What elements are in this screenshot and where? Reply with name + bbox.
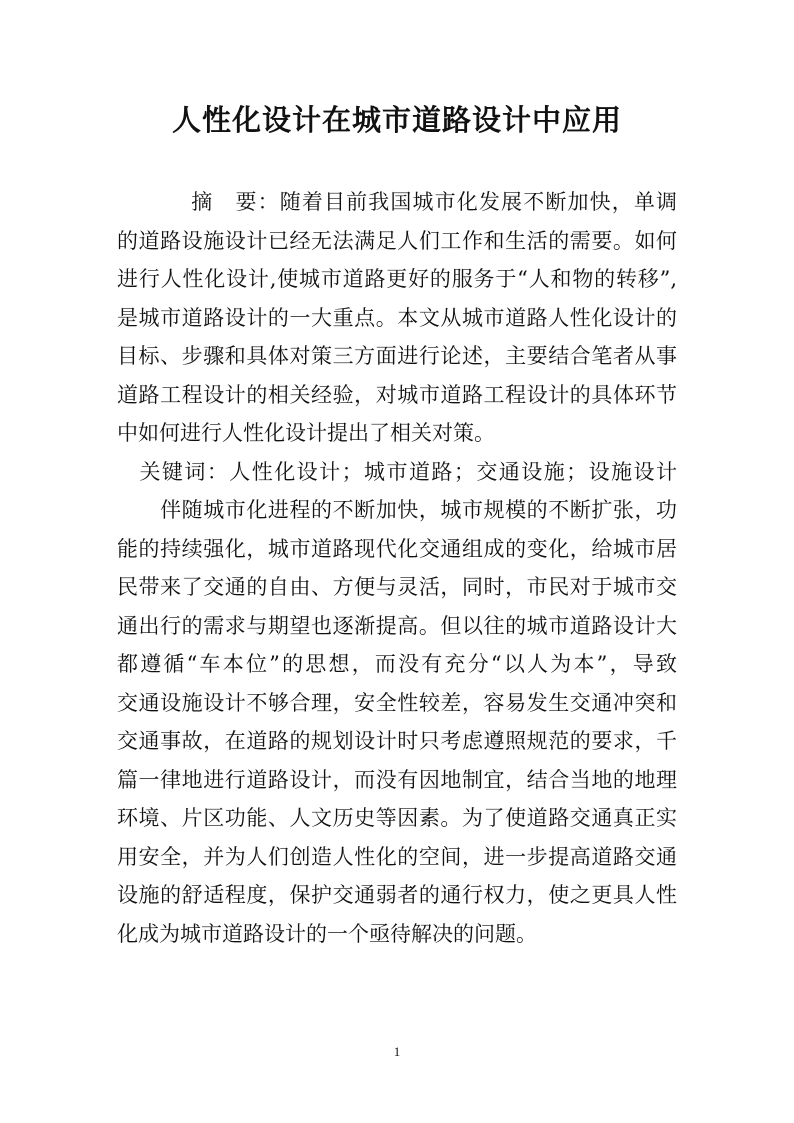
body-line-8: 篇一律地进行道路设计，而没有因地制宜，结合当地的地理 xyxy=(117,767,677,792)
body-line-5: 都遵循“车本位”的思想，而没有充分“以人为本”，导致 xyxy=(117,652,677,676)
abstract-line-4: 是城市道路设计的一大重点。本文从城市道路人性化设计的 xyxy=(117,305,677,330)
body-line-4: 通出行的需求与期望也逐渐提高。但以往的城市道路设计大 xyxy=(117,613,677,638)
abstract-line-3: 进行人性化设计,使城市道路更好的服务于“人和物的转移”, xyxy=(117,267,677,291)
body-line-1: 伴随城市化进程的不断加快，城市规模的不断扩张，功 xyxy=(117,498,677,522)
body-line-10: 用安全，并为人们创造人性化的空间，进一步提高道路交通 xyxy=(117,844,677,869)
body-line-12: 化成为城市道路设计的一个亟待解决的问题。 xyxy=(117,921,537,946)
body-line-3: 民带来了交通的自由、方便与灵活，同时，市民对于城市交 xyxy=(117,575,677,599)
abstract-line-6: 道路工程设计的相关经验，对城市道路工程设计的具体环节 xyxy=(117,382,677,407)
body-line-6: 交通设施设计不够合理，安全性较差，容易发生交通冲突和 xyxy=(117,690,677,715)
abstract-line-2: 的道路设施设计已经无法满足人们工作和生活的需要。如何 xyxy=(117,228,677,253)
body-line-9: 环境、片区功能、人文历史等因素。为了使道路交通真正实 xyxy=(117,806,677,830)
page-title: 人性化设计在城市道路设计中应用 xyxy=(171,103,622,137)
abstract-line-5: 目标、步骤和具体对策三方面进行论述，主要结合笔者从事 xyxy=(117,344,677,368)
keywords-line: 关键词：人性化设计；城市道路；交通设施；设施设计 xyxy=(117,459,677,484)
abstract-line-7: 中如何进行人性化设计提出了相关对策。 xyxy=(117,421,495,445)
page-number: 1 xyxy=(393,1044,401,1059)
body-line-7: 交通事故，在道路的规划设计时只考虑遵照规范的要求，千 xyxy=(117,729,677,753)
body-line-2: 能的持续强化，城市道路现代化交通组成的变化，给城市居 xyxy=(117,536,677,561)
abstract-line-1: 摘 要：随着目前我国城市化发展不断加快，单调 xyxy=(117,190,677,214)
body-line-11: 设施的舒适程度，保护交通弱者的通行权力，使之更具人性 xyxy=(117,883,677,907)
document-body xyxy=(117,183,677,953)
